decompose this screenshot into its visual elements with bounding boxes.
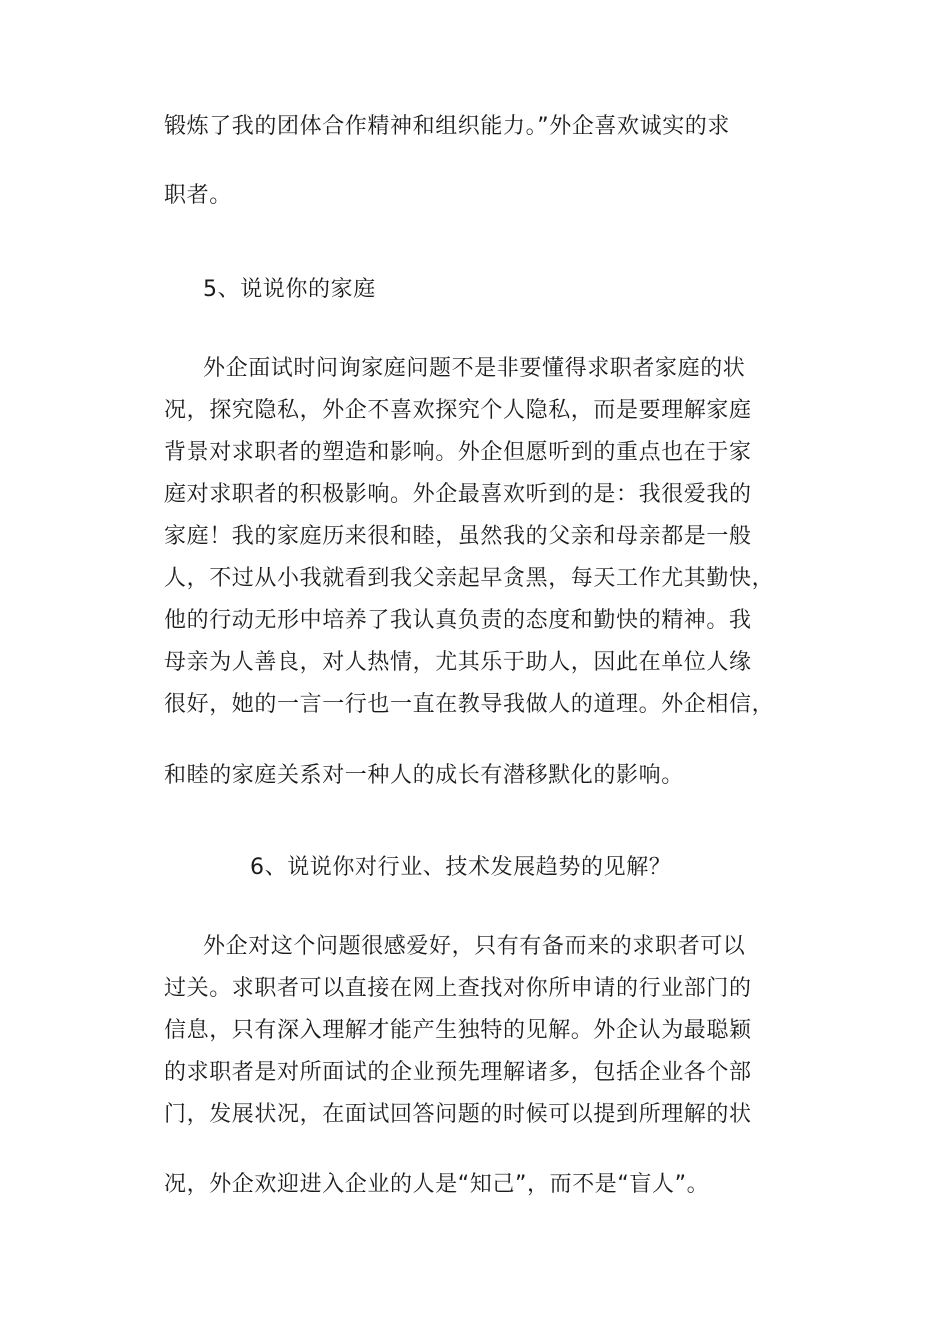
paragraph-line: 过关。求职者可以直接在网上查找对你所申请的行业部门的 (164, 976, 752, 1001)
section-heading-6: 6、说说你对行业、技术发展趋势的见解？ (250, 855, 672, 880)
paragraph-line: 和睦的家庭关系对一种人的成长有潜移默化的影响。 (164, 763, 684, 788)
paragraph-line: 母亲为人善良，对人热情，尤其乐于助人，因此在单位人缘 (164, 650, 752, 675)
paragraph-line: 门，发展状况，在面试回答问题的时候可以提到所理解的状 (164, 1102, 752, 1127)
paragraph-line: 很好，她的一言一行也一直在教导我做人的道理。外企相信， (164, 692, 775, 717)
paragraph-line: 背景对求职者的塑造和影响。外企但愿听到的重点也在于家 (164, 440, 752, 465)
paragraph-line: 外企面试时问询家庭问题不是非要懂得求职者家庭的状 (203, 356, 746, 381)
paragraph-line: 职者。 (164, 183, 232, 208)
paragraph-line: 况，探究隐私，外企不喜欢探究个人隐私，而是要理解家庭 (164, 398, 752, 423)
paragraph-line: 庭对求职者的积极影响。外企最喜欢听到的是：我很爱我的 (164, 482, 752, 507)
paragraph-line: 的求职者是对所面试的企业预先理解诸多，包括企业各个部 (164, 1060, 752, 1085)
section-heading-5: 5、说说你的家庭 (203, 277, 376, 302)
paragraph-line: 家庭！我的家庭历来很和睦，虽然我的父亲和母亲都是一般 (164, 524, 752, 549)
paragraph-line: 人，不过从小我就看到我父亲起早贪黑，每天工作尤其勤快， (164, 566, 775, 591)
paragraph-line: 锻炼了我的团体合作精神和组织能力。”外企喜欢诚实的求 (164, 114, 730, 139)
paragraph-line: 他的行动无形中培养了我认真负责的态度和勤快的精神。我 (164, 608, 752, 633)
paragraph-line: 况，外企欢迎进入企业的人是“知己”，而不是“盲人”。 (164, 1172, 710, 1197)
paragraph-line: 信息，只有深入理解才能产生独特的见解。外企认为最聪颖 (164, 1018, 752, 1043)
paragraph-line: 外企对这个问题很感爱好，只有有备而来的求职者可以 (203, 934, 746, 959)
